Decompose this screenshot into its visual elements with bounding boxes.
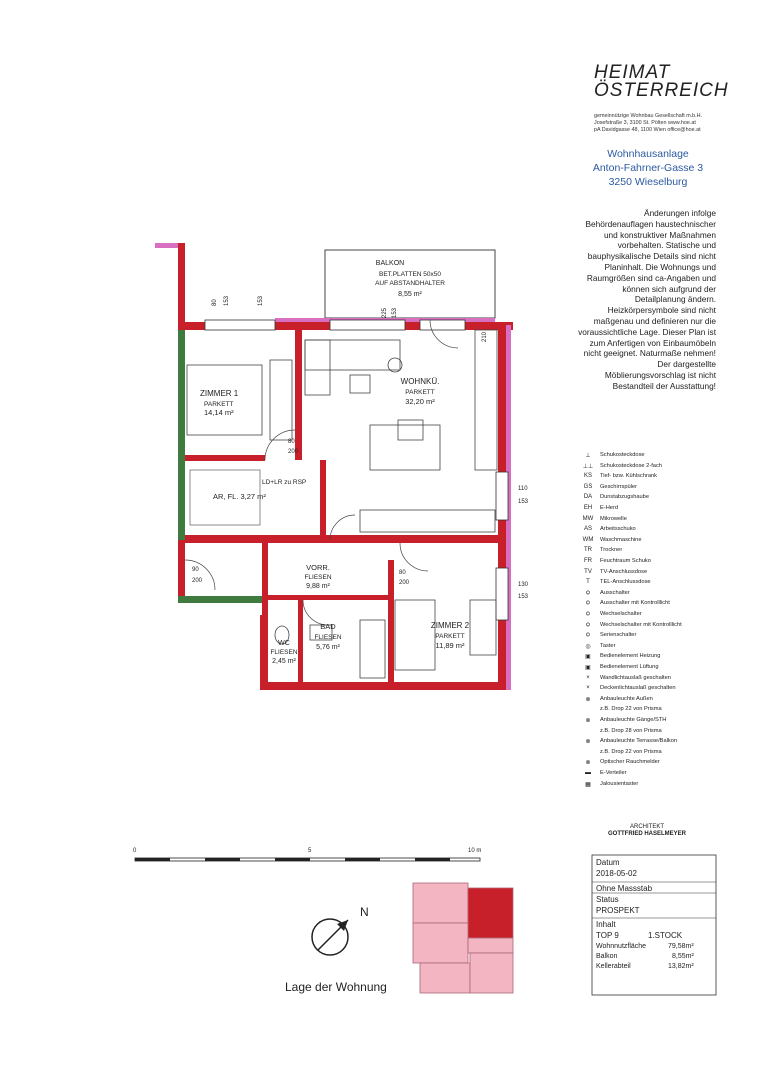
legend-text: TEL-Anschlussdose xyxy=(600,579,651,586)
legend-text: z.B. Drop 22 von Prisma xyxy=(600,706,662,713)
legend-text: Schukosteckdose xyxy=(600,452,645,458)
legend-text: z.B. Drop 28 von Prisma xyxy=(600,727,662,734)
legend-text: TV-Anschlussdose xyxy=(600,568,648,575)
scale-label-5: 5 xyxy=(308,848,312,854)
scale-bar-seg-4 xyxy=(345,858,380,861)
window-right-1 xyxy=(496,472,508,520)
balkon-extra: AUF ABSTANDHALTER xyxy=(375,280,445,287)
site-block-5 xyxy=(420,963,470,993)
wc-area: 2,45 m² xyxy=(272,658,296,665)
legend-text: Deckenlichtauslaß geschalten xyxy=(600,685,676,692)
wc-name: WC xyxy=(278,640,290,647)
dim-153-b: 153 xyxy=(258,295,264,306)
legend-text: Taster xyxy=(600,642,616,649)
dim-80-c: 80 xyxy=(399,570,406,576)
legend-symbol-icon: ѻ xyxy=(586,611,590,617)
bed-zimmer2 xyxy=(395,600,435,670)
site-block-6 xyxy=(470,953,513,993)
legend-symbol-icon: ⊗ xyxy=(585,696,591,703)
dim-80-b: 80 xyxy=(288,439,295,445)
door-arc-entry xyxy=(185,560,215,590)
bed-zimmer1 xyxy=(187,365,262,435)
legend-text: E-Verteiler xyxy=(600,770,627,776)
status-value: PROSPEKT xyxy=(596,906,640,915)
legend-text: Mikrowelle xyxy=(600,515,627,522)
legend-symbol-icon: ⊗ xyxy=(585,718,591,724)
wall-int-vorr-left xyxy=(262,540,268,620)
legend-text: Waschmaschine xyxy=(600,536,642,543)
kitchen-counter xyxy=(475,330,497,470)
legend-symbol-icon: ѻ xyxy=(586,621,590,628)
balkon-area: 8,55 m² xyxy=(398,291,422,298)
legend-text: Bedienelement Lüftung xyxy=(600,664,659,670)
scale-bar-seg-5 xyxy=(415,858,450,861)
wall-int-middle xyxy=(185,535,498,543)
dim-153-a: 153 xyxy=(224,295,230,306)
wohnnutz-label: Wohnnutzfläche xyxy=(596,943,647,950)
legend-symbol-icon: EH xyxy=(583,505,593,511)
balkon-name: BALKON xyxy=(375,260,405,267)
bad-name: BAD xyxy=(320,622,336,631)
legend-text: Wechselschalter mit Kontrolllicht xyxy=(600,621,682,628)
legend-text: Feuchtraum Schuko xyxy=(600,558,651,564)
wohnkue-name: WOHNKÜ. xyxy=(400,377,440,386)
wall-int-zimmer1-bottom xyxy=(185,455,265,461)
architect-line1: ARCHITEKT xyxy=(629,824,664,830)
scale-bar-seg-2 xyxy=(205,858,240,861)
north-label: N xyxy=(360,905,369,919)
legend-symbol-icon: ѻ xyxy=(586,632,590,639)
legend-text: Wechselschalter xyxy=(600,611,642,617)
legend-symbol-icon: ѻ xyxy=(586,589,590,596)
keller-value: 13,82m² xyxy=(668,963,694,970)
project-line2: Anton-Fahrner-Gasse 3 xyxy=(592,162,704,174)
legend-symbol-icon: T xyxy=(586,579,590,586)
sofa-side xyxy=(305,340,330,395)
legend-symbol-icon: KS xyxy=(583,473,592,480)
legend-symbol-icon: TR xyxy=(584,547,592,554)
legend-symbol-icon: ⊥ xyxy=(585,453,591,459)
legend-text: Optischer Rauchmelder xyxy=(600,759,660,766)
wall-left-lower-red xyxy=(178,540,185,600)
top-number: TOP 9 xyxy=(596,931,619,940)
zimmer1-name: ZIMMER 1 xyxy=(200,389,239,398)
window-top-2 xyxy=(330,320,405,330)
window-top-1 xyxy=(205,320,275,330)
window-right-2 xyxy=(496,568,508,620)
legend-text: Wandlichtauslaß geschalten xyxy=(600,674,671,681)
company-address-2: Josefstraße 3, 3100 St. Pölten www.hoe.at xyxy=(594,120,696,126)
wall-left-upper xyxy=(178,243,185,333)
wall-int-ar-right xyxy=(320,460,326,540)
legend-symbol-icon: ▬ xyxy=(585,770,591,776)
scale-label-0: 0 xyxy=(133,848,137,854)
legend-symbol-icon: ⊥⊥ xyxy=(582,463,594,470)
legend-text: Geschirrspüler xyxy=(600,483,637,490)
legend-text: Arbeitsschuko xyxy=(600,526,636,533)
datum-value: 2018-05-02 xyxy=(596,869,637,878)
wall-bottom-left xyxy=(260,615,268,687)
legend-text: Anbauleuchte Terrasse/Balkon xyxy=(600,738,678,745)
legend-symbol-icon: DA xyxy=(583,494,593,501)
legend-symbol-icon: ▦ xyxy=(585,781,591,788)
kitchen-counter-bottom xyxy=(360,510,495,532)
site-block-4 xyxy=(468,938,513,953)
bad-area: 5,76 m² xyxy=(316,644,340,651)
legend-text: Tief- bzw. Kühlschrank xyxy=(600,473,658,480)
wall-int-bad-top xyxy=(268,595,388,600)
legend-text: Schukosteckdose 2-fach xyxy=(600,462,662,469)
legend-symbol-icon: × xyxy=(586,685,590,692)
wc-floor: FLIESEN xyxy=(270,649,298,656)
sofa xyxy=(305,340,400,370)
ldlr-note: LD+LR zu RSP xyxy=(262,479,307,486)
wall-int-bad-left xyxy=(298,595,303,685)
legend-text: Trockner xyxy=(600,547,623,554)
door-arc-1 xyxy=(265,430,295,460)
site-block-3 xyxy=(413,923,468,963)
coffee-table xyxy=(350,375,370,393)
wall-int-zimmer1-right xyxy=(295,330,302,460)
legend-text: Anbauleuchte Außen xyxy=(600,695,653,702)
lage-label: Lage der Wohnung xyxy=(285,980,387,994)
stock: 1.STOCK xyxy=(648,931,683,940)
legend-symbol-icon: ▣ xyxy=(585,665,591,671)
legend-symbol-icon: WM xyxy=(582,536,594,543)
site-block-1 xyxy=(413,883,468,923)
company-address-1: gemeinnützige Wohnbau Gesellschaft m.b.H. xyxy=(594,113,703,119)
legend-symbol-icon: MW xyxy=(582,515,594,522)
wohnkue-area: 32,20 m² xyxy=(405,397,435,406)
zimmer2-name: ZIMMER 2 xyxy=(430,621,470,630)
bad-floor: FLIESEN xyxy=(314,634,342,641)
legend-text: Ausschalter xyxy=(600,589,630,596)
status-label: Status xyxy=(596,895,619,904)
ar-name: AR, FL. 3,27 m² xyxy=(213,492,266,501)
scale-bar-seg-3 xyxy=(275,858,310,861)
zimmer1-floor: PARKETT xyxy=(204,401,234,408)
legend-symbol-icon: ѻ xyxy=(586,600,590,607)
vorr-floor: FLIESEN xyxy=(304,574,332,581)
wall-step xyxy=(178,596,266,603)
vorr-name: VORR. xyxy=(306,563,330,572)
zimmer1-area: 14,14 m² xyxy=(204,408,234,417)
architect-line2: GOTTFRIED HASELMEYER xyxy=(607,831,686,837)
wall-int-zimmer2-left xyxy=(388,560,394,685)
dim-225: 225 xyxy=(382,307,388,318)
legend-text: Serienschalter xyxy=(600,632,637,639)
dim-153-e: 153 xyxy=(518,594,529,600)
vorr-area: 9,88 m² xyxy=(306,583,330,590)
project-line3: 3250 Wieselburg xyxy=(608,176,688,188)
company-logo-line1: HEIMAT xyxy=(594,62,671,83)
wardrobe-zimmer1 xyxy=(270,360,292,440)
company-address-3: pA Davidgasse 48, 1100 Wien office@hoe.at xyxy=(594,127,701,133)
scale-bar-seg-1 xyxy=(135,858,170,861)
balkon-floor: BET.PLATTEN 50x50 xyxy=(378,271,442,278)
dim-200-c: 200 xyxy=(192,578,203,584)
dim-200-b: 200 xyxy=(399,580,410,586)
dim-80-a: 80 xyxy=(212,299,218,306)
dim-130: 130 xyxy=(518,582,529,588)
scale-label-10: 10 m xyxy=(468,848,482,854)
datum-label: Datum xyxy=(596,858,620,867)
dim-200-a: 200 xyxy=(288,449,299,455)
wall-left-green xyxy=(178,330,185,545)
dim-153-d: 153 xyxy=(518,499,529,505)
legend-symbol-icon: TV xyxy=(584,568,592,575)
wohnkue-floor: PARKETT xyxy=(405,389,435,396)
zimmer2-area: 11,89 m² xyxy=(435,641,465,650)
legend-symbol-icon: AS xyxy=(583,526,592,533)
legend-text: E-Herd xyxy=(600,505,619,511)
dining-table xyxy=(398,420,423,440)
legend-symbol-icon: ◎ xyxy=(585,643,591,650)
legend-symbol-icon: ⊗ xyxy=(585,739,591,746)
balkon-value: 8,55m² xyxy=(672,953,694,960)
dim-153-c: 153 xyxy=(392,307,398,318)
company-logo-line2: ÖSTERREICH xyxy=(594,80,729,101)
legend-symbol-icon: FR xyxy=(584,558,592,564)
legend-text: Anbauleuchte Gänge/STH xyxy=(600,717,667,723)
dim-90: 90 xyxy=(192,567,199,573)
wohnnutz-value: 79,58m² xyxy=(668,943,694,950)
legend-text: Ausschalter mit Kontrolllicht xyxy=(600,600,670,607)
dim-110: 110 xyxy=(518,486,528,492)
inhalt-label: Inhalt xyxy=(596,920,616,929)
notice-text: Änderungen infolge Behördenauflagen haustechnischer und konstruktiver Maßnahmen vorbehalten. Statische und bauphysikalische Details sind nicht Planinhalt. Die Wohnungs und Raumgrößen sind ca-Angaben und können sich aufgrund der Detailplanung ändern. Heizkörpersymbole sind nicht maßgenau und definieren nur die voraussichtliche Lage. Dieser Plan ist zum Anfertigen von Einbaumöbeln nicht geeignet. Naturmaße nehmen! Der dargestellte Möblierungsvorschlag ist nicht Bestandteil der Ausstattung! xyxy=(578,208,716,391)
legend-text: Bedienelement Heizung xyxy=(600,653,661,660)
desk-zimmer2 xyxy=(470,600,496,655)
door-arc-3 xyxy=(400,543,428,571)
legend-text: z.B. Drop 22 von Prisma xyxy=(600,748,662,755)
dim-210: 210 xyxy=(482,331,488,342)
keller-label: Kellerabteil xyxy=(596,963,631,970)
window-top-3 xyxy=(420,320,465,330)
bathtub xyxy=(360,620,385,678)
site-block-2 xyxy=(468,888,513,938)
legend-text: Dunstabzugshaube xyxy=(600,494,650,501)
legend-text: Jalousientaster xyxy=(600,780,639,787)
zimmer2-floor: PARKETT xyxy=(435,633,465,640)
legend-symbol-icon: GS xyxy=(583,483,593,490)
massstab: Ohne Massstab xyxy=(596,884,653,893)
kitchen-island xyxy=(370,425,440,470)
project-line1: Wohnhausanlage xyxy=(607,148,689,160)
wall-bottom xyxy=(260,682,506,690)
balkon-label: Balkon xyxy=(596,953,618,960)
legend-symbol-icon: ▣ xyxy=(585,654,591,661)
legend-symbol-icon: × xyxy=(586,674,590,681)
legend-symbol-icon: ⊗ xyxy=(585,760,591,767)
